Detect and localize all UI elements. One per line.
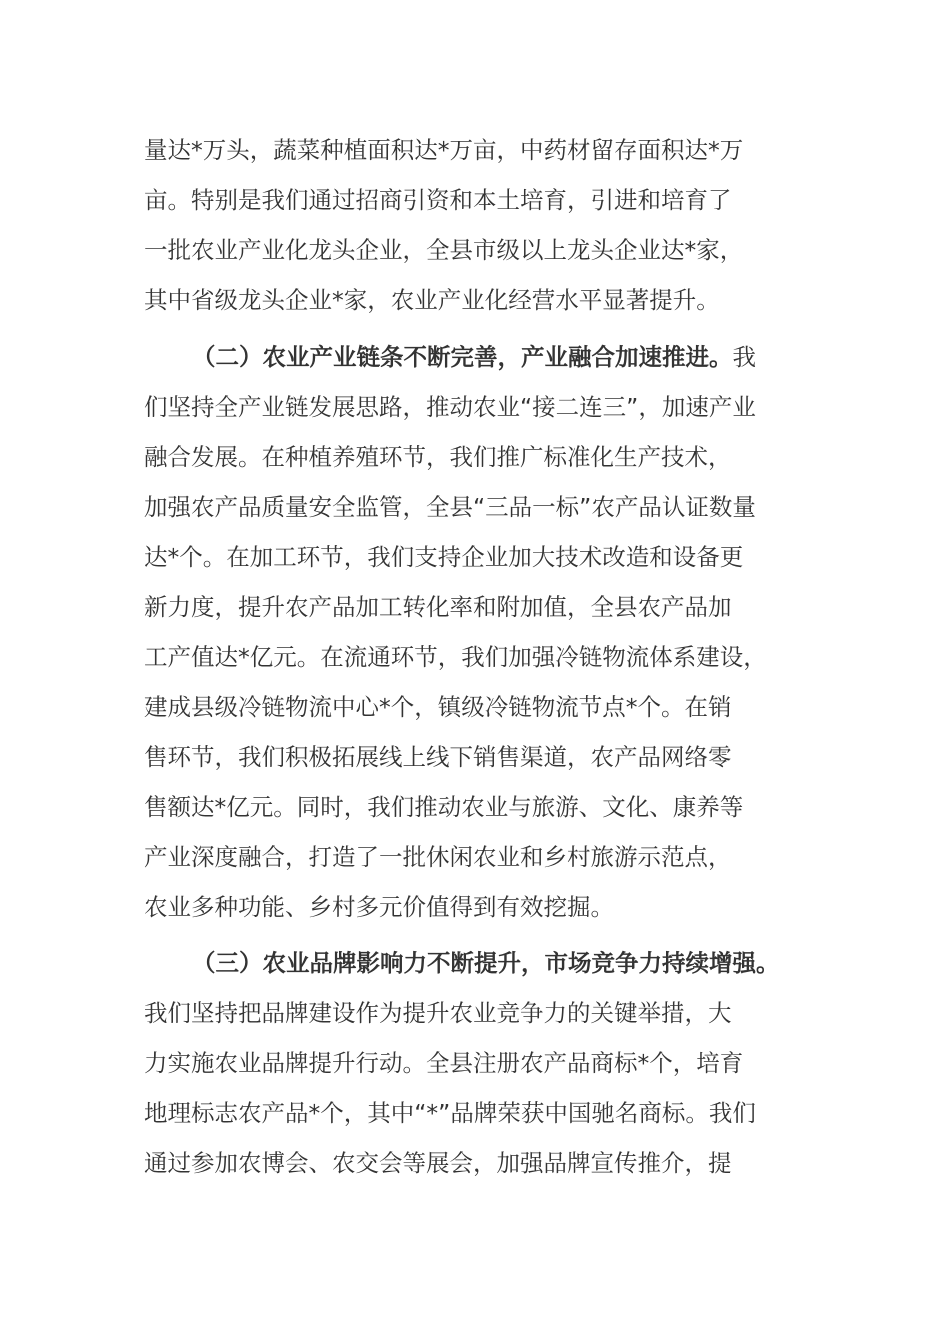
body-line: 力实施农业品牌提升行动。全县注册农产品商标*个，培育 — [144, 1049, 744, 1077]
body-line: 融合发展。在种植养殖环节，我们推广标准化生产技术， — [144, 443, 732, 471]
section-2-first-line — [192, 342, 756, 372]
body-line: 农业多种功能、乡村多元价值得到有效挖掘。 — [144, 893, 614, 921]
body-line: 建成县级冷链物流中心*个，镇级冷链物流节点*个。在销 — [144, 693, 732, 721]
body-line: 们坚持全产业链发展思路，推动农业“接二连三”，加速产业 — [144, 393, 756, 421]
body-line: 产业深度融合，打造了一批休闲农业和乡村旅游示范点， — [144, 843, 732, 871]
body-line: 我们坚持把品牌建设作为提升农业竞争力的关键举措，大 — [144, 999, 732, 1027]
section-3-heading: （三）农业品牌影响力不断提升，市场竞争力持续增强。 — [192, 949, 780, 977]
body-line: 亩。特别是我们通过招商引资和本土培育，引进和培育了 — [144, 186, 732, 214]
body-line: 售额达*亿元。同时，我们推动农业与旅游、文化、康养等 — [144, 793, 744, 821]
body-line: 加强农产品质量安全监管，全县“三品一标”农产品认证数量 — [144, 493, 756, 521]
section-2-lead-text: 我 — [732, 343, 756, 371]
body-line: 地理标志农产品*个，其中“*”品牌荣获中国驰名商标。我们 — [144, 1099, 756, 1127]
body-line: 新力度，提升农产品加工转化率和附加值，全县农产品加 — [144, 593, 732, 621]
section-2-heading: （二）农业产业链条不断完善，产业融合加速推进。 — [192, 343, 733, 371]
body-line: 达*个。在加工环节，我们支持企业加大技术改造和设备更 — [144, 543, 744, 571]
body-line: 量达*万头，蔬菜种植面积达*万亩，中药材留存面积达*万 — [144, 136, 744, 164]
body-line: 其中省级龙头企业*家，农业产业化经营水平显著提升。 — [144, 286, 720, 314]
body-line: 售环节，我们积极拓展线上线下销售渠道，农产品网络零 — [144, 743, 732, 771]
body-line: 工产值达*亿元。在流通环节，我们加强冷链物流体系建设， — [144, 643, 767, 671]
body-line: 一批农业产业化龙头企业，全县市级以上龙头企业达*家， — [144, 236, 744, 264]
body-line: 通过参加农博会、农交会等展会，加强品牌宣传推介，提 — [144, 1149, 732, 1177]
